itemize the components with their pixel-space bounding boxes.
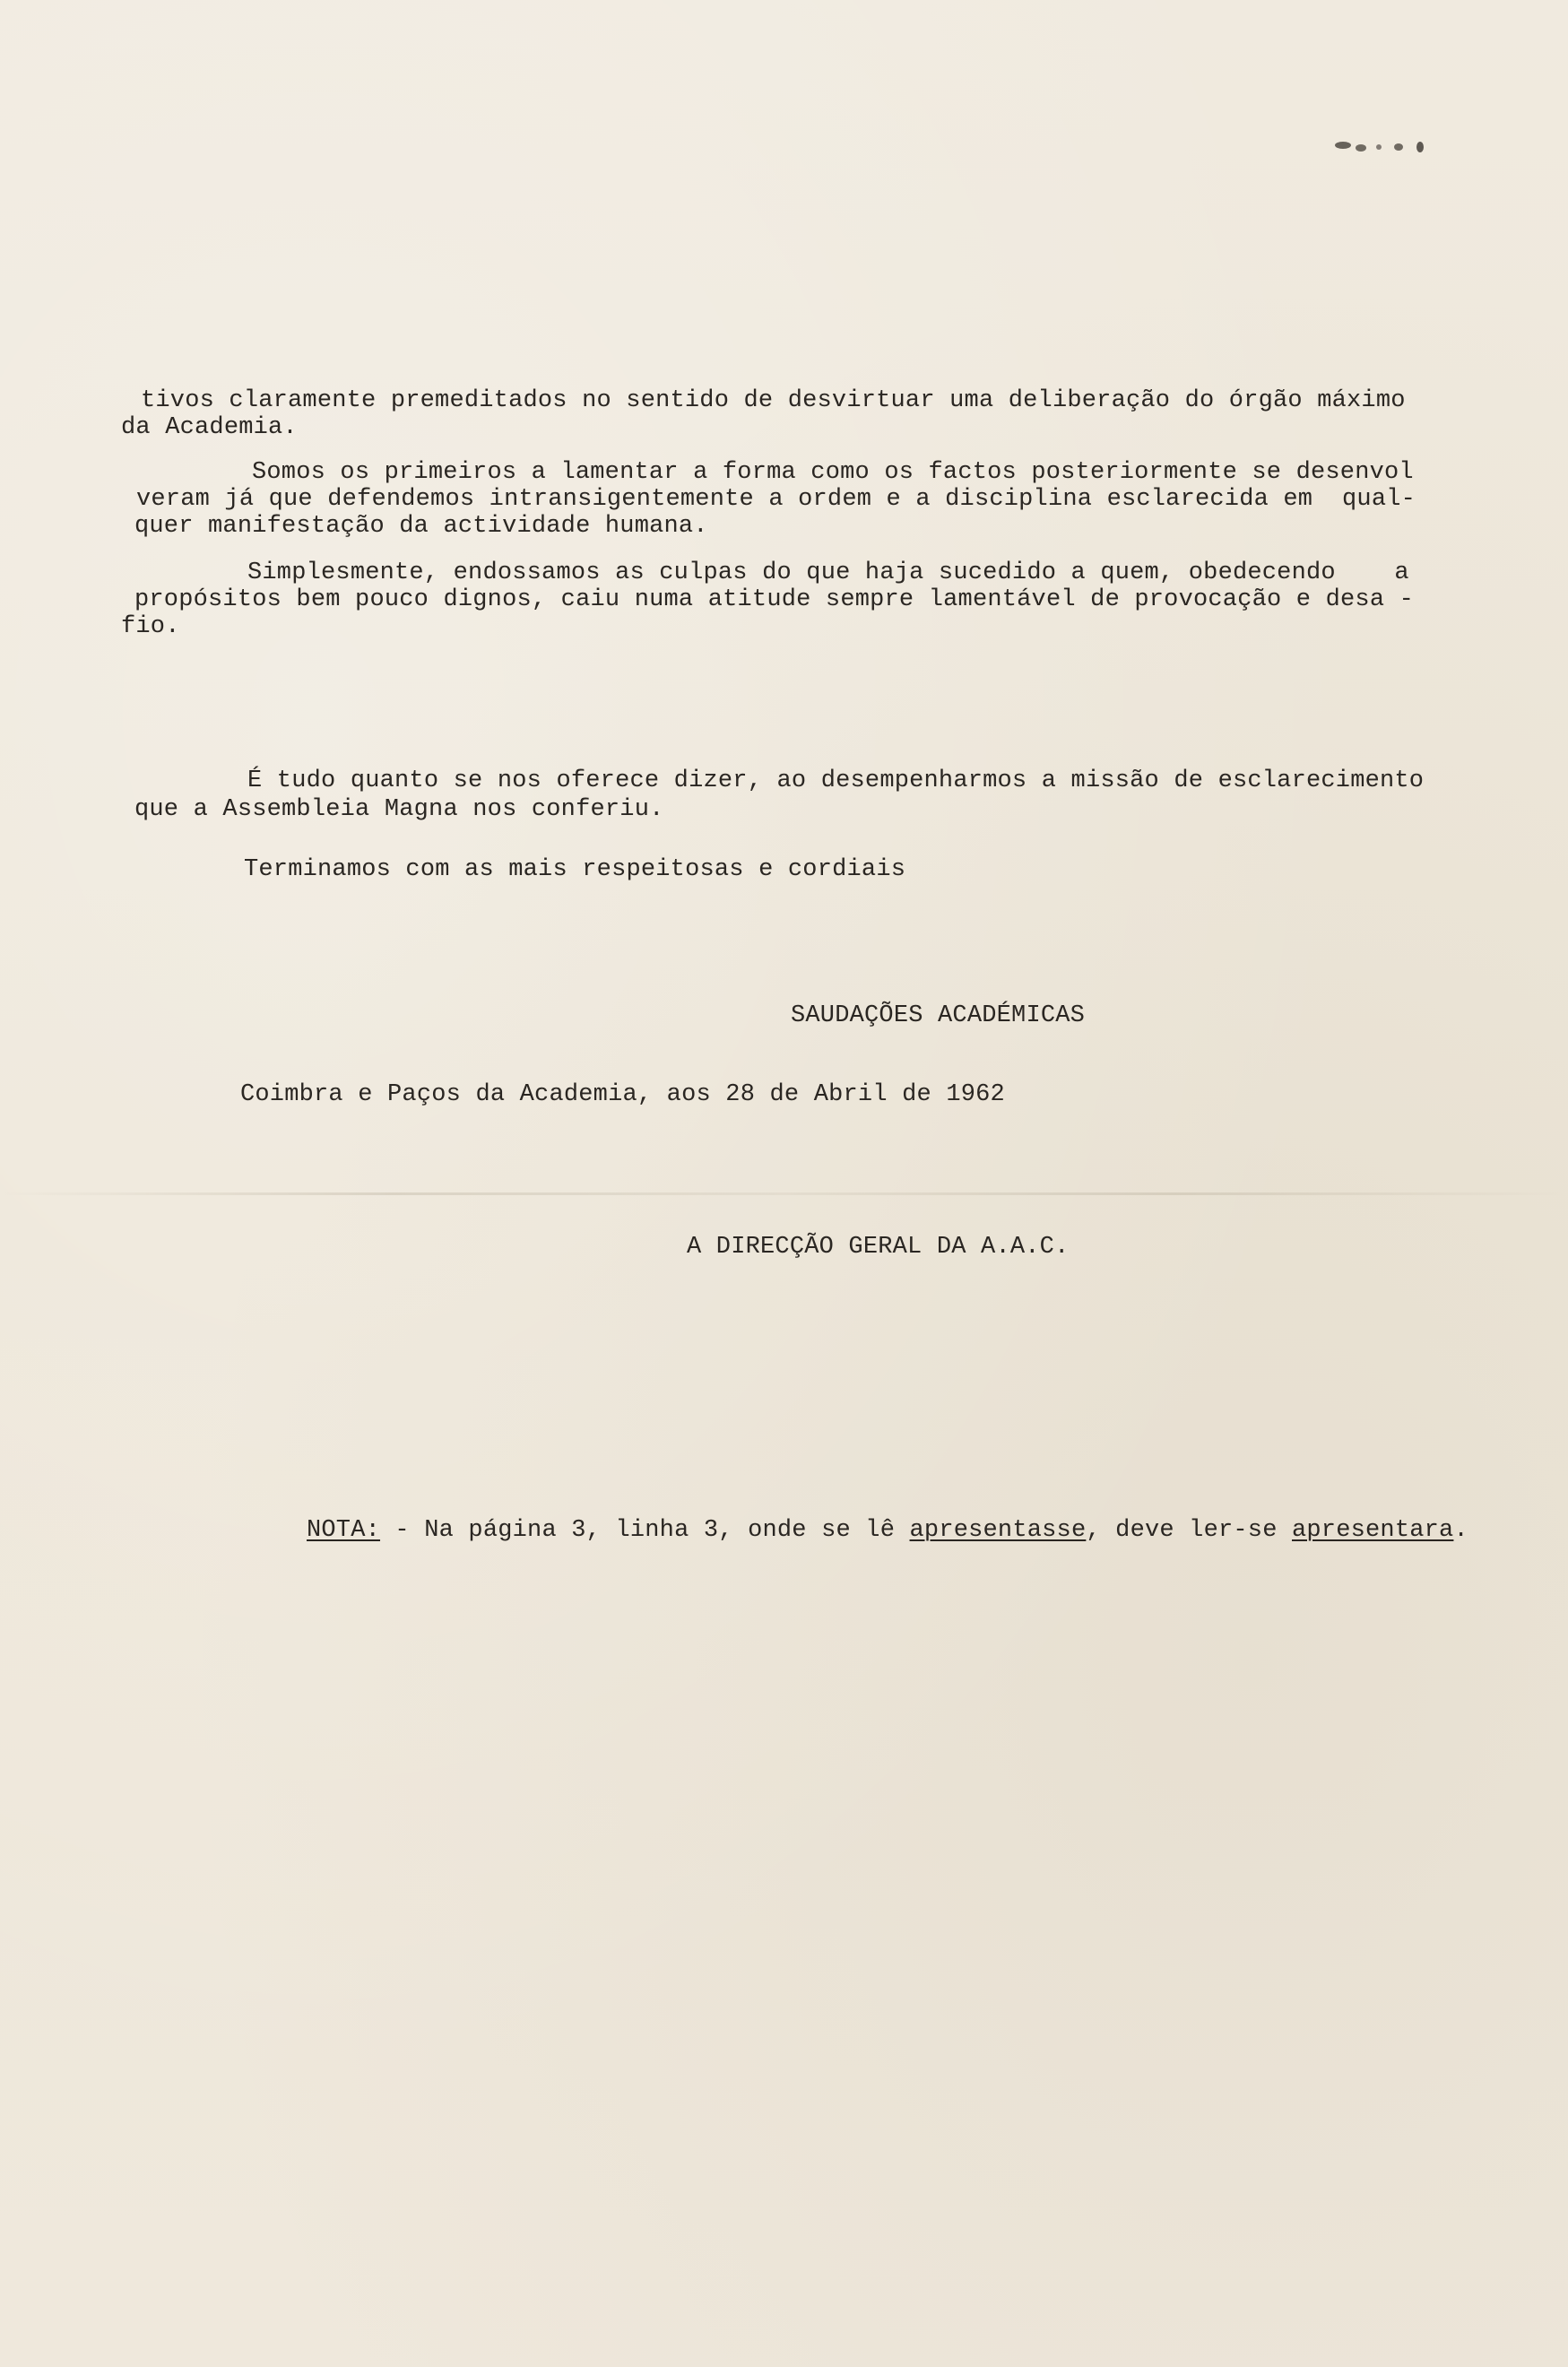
salutation: SAUDAÇÕES ACADÉMICAS (791, 1002, 1086, 1029)
note-line (307, 1517, 1468, 1544)
note-text-end: . (1453, 1517, 1468, 1544)
paragraph-2-line-1: Somos os primeiros a lamentar a forma como os factos posteriormente se desenvol (252, 459, 1414, 486)
note-wrong-word: apresentasse (909, 1517, 1087, 1544)
paragraph-1-line-2: da Academia. (121, 414, 298, 441)
paragraph-3-line-1: Simplesmente, endossamos as culpas do que haja sucedido a quem, obedecendo a (247, 559, 1409, 586)
closing-line: Terminamos com as mais respeitosas e cordiais (244, 856, 906, 883)
paragraph-2-line-3: quer manifestação da actividade humana. (134, 513, 708, 540)
paragraph-2-line-2: veram já que defendemos intransigentemente a ordem e a disciplina esclarecida em qual- (136, 486, 1416, 513)
signature-line: A DIRECÇÃO GERAL DA A.A.C. (687, 1234, 1070, 1261)
paper-fold-line (0, 1192, 1568, 1195)
note-label: NOTA: (307, 1517, 381, 1544)
note-correct-word: apresentara (1292, 1517, 1454, 1544)
note-text-middle: , deve ler-se (1086, 1517, 1292, 1544)
paragraph-3-line-3: fio. (121, 613, 180, 640)
note-text-before: - Na página 3, linha 3, onde se lê (380, 1517, 910, 1544)
place-date-line: Coimbra e Paços da Academia, aos 28 de Abril de 1962 (240, 1081, 1005, 1108)
paragraph-3-line-2: propósitos bem pouco dignos, caiu numa atitude sempre lamentável de provocação e desa - (134, 586, 1415, 613)
paragraph-4-line-1: É tudo quanto se nos oferece dizer, ao desempenharmos a missão de esclarecimento (247, 767, 1425, 794)
paragraph-4-line-2: que a Assembleia Magna nos conferiu. (134, 796, 664, 823)
ink-smudge-icon (1325, 136, 1451, 158)
paragraph-1-line-1: tivos claramente premeditados no sentido de desvirtuar uma deliberação do órgão máximo (141, 387, 1406, 414)
